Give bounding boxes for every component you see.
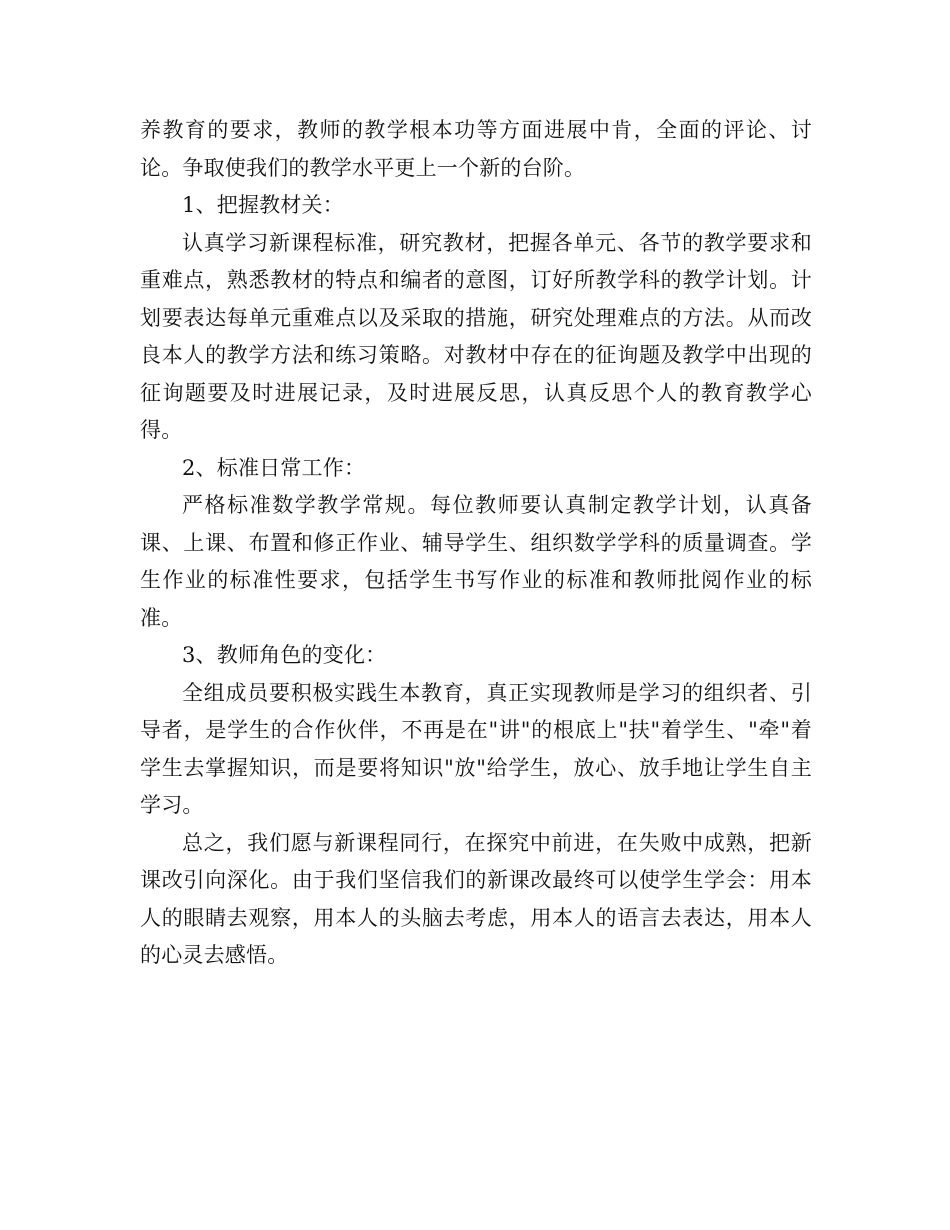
section-heading-2: 2、标准日常工作： bbox=[182, 455, 366, 480]
paragraph-teacher-role: 全组成员要积极实践生本教育，真正实现教师是学习的组织者、引导者，是学生的合作伙伴，不再是在"讲"的根底上"扶"着学生、"牵"着学生去掌握知识，而是要将知识"放"给学生，放心、放手地让学生自主学习。 bbox=[140, 680, 812, 817]
paragraph-daily-work: 严格标准数学教学常规。每位教师要认真制定教学计划，认真备课、上课、布置和修正作业、辅导学生、组织数学学科的质量调查。学生作业的标准性要求，包括学生书写作业的标准和教师批阅作业的标准。 bbox=[140, 493, 812, 630]
section-heading-3: 3、教师角色的变化： bbox=[182, 643, 387, 667]
document-body bbox=[140, 112, 812, 975]
section-heading-1: 1、把握教材关： bbox=[182, 193, 344, 217]
paragraph-textbook: 认真学习新课程标准，研究教材，把握各单元、各节的教学要求和重难点，熟悉教材的特点和编者的意图，订好所教学科的教学计划。计划要表达每单元重难点以及采取的措施，研究处理难点的方法。从而改良本人的教学方法和练习策略。对教材中存在的征询题及教学中出现的征询题要及时进展记录，及时进展反思，认真反思个人的教育教学心得。 bbox=[140, 230, 812, 442]
paragraph-continuation: 养教育的要求，教师的教学根本功等方面进展中肯，全面的评论、讨论。争取使我们的教学水平更上一个新的台阶。 bbox=[140, 118, 812, 180]
paragraph-conclusion: 总之，我们愿与新课程同行，在探究中前进，在失败中成熟，把新课改引向深化。由于我们坚信我们的新课改最终可以使学生学会：用本人的眼睛去观察，用本人的头脑去考虑，用本人的语言去表达，用本人的心灵去感悟。 bbox=[140, 830, 812, 967]
